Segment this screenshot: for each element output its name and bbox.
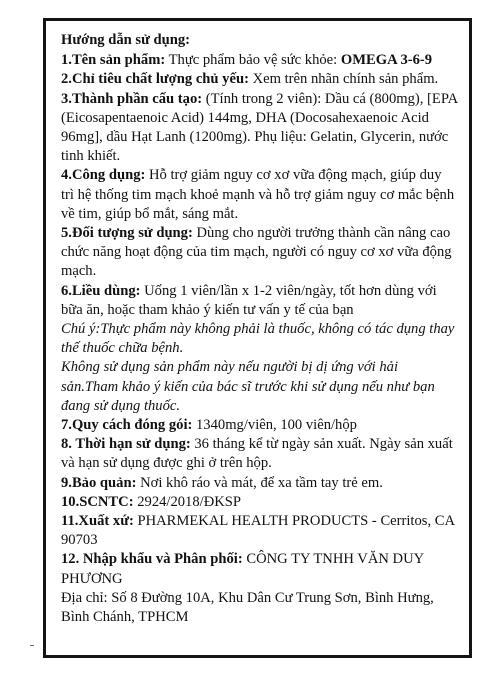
section-label: 10.SCNTC: [61, 493, 134, 510]
section-importer [61, 550, 458, 588]
section-text: 1340mg/viên, 100 viên/hộp [192, 417, 357, 434]
section-label: 9.Bảo quản: [61, 474, 137, 491]
section-text: 2924/2018/ĐKSP [133, 493, 242, 510]
section-dosage [61, 282, 458, 320]
section-text: Xem trên nhãn chính sản phẩm. [248, 71, 439, 88]
section-shelf-life [61, 435, 458, 473]
section-text: CÔNG TY TNHH VĂN DUY PHƯƠNG [61, 551, 424, 587]
section-label: 2.Chỉ tiêu chất lượng chủ yếu: [61, 71, 249, 88]
section-origin [61, 512, 458, 550]
product-name: OMEGA 3-6-9 [340, 52, 433, 69]
section-label: 6.Liều dùng: [61, 282, 141, 299]
section-ingredients [61, 90, 458, 167]
section-text: Hỗ trợ giảm nguy cơ xơ vữa động mạch, giúp duy trì hệ thống tim mạch khoẻ mạnh và hỗ trợ giảm nguy cơ mắc bệnh về tim, giúp bổ mắt, sáng mắt. [61, 167, 455, 222]
section-label: 7.Quy cách đóng gói: [61, 417, 193, 434]
section-text: Nơi khô ráo và mát, để xa tầm tay trẻ em. [136, 474, 383, 491]
section-label: 5.Đối tượng sử dụng: [61, 225, 193, 242]
instructions-panel [43, 18, 472, 658]
section-text: 36 tháng kể từ ngày sản xuất. Ngày sản xuất và hạn sử dụng được ghi ở trên hộp. [61, 436, 453, 472]
section-text: (Tính trong 2 viên): Dầu cá (800mg), [EPA (Eicosapentaenoic Acid) 144mg, DHA (Docosahexaenoic Acid 96mg], dầu Hạt Lanh (1200mg). Phụ liệu: Gelatin, Glycerin, nước tinh khiết. [61, 90, 458, 165]
note-not-medicine: Chú ý:Thực phẩm này không phải là thuốc, không có tác dụng thay thế thuốc chữa bệnh. [61, 321, 455, 357]
page-title: Hướng dẫn sử dụng: [61, 32, 191, 48]
section-text: Dùng cho người trưởng thành cần nâng cao chức năng hoạt động của tim mạch, người có nguy cơ xơ vữa động mạch. [61, 225, 452, 280]
section-registration [61, 493, 458, 512]
section-product-name [61, 51, 458, 70]
section-label: 4.Công dụng: [61, 167, 146, 184]
section-text: Thực phẩm bảo vệ sức khỏe: [165, 52, 341, 69]
section-label: 8. Thời hạn sử dụng: [61, 436, 191, 453]
section-target-users [61, 224, 458, 282]
section-text: PHARMEKAL HEALTH PRODUCTS - Cerritos, CA 90703 [61, 513, 455, 549]
note-allergy: Không sử dụng sản phẩm này nếu người bị dị ứng với hải sản.Tham khảo ý kiến của bác sĩ trước khi sử dụng nếu như bạn đang sử dụng thuốc. [61, 359, 435, 414]
section-text: Uống 1 viên/lần x 1-2 viên/ngày, tốt hơn dùng với bữa ăn, hoặc tham khảo ý kiến tư vấn y tế của bạn [61, 282, 437, 318]
section-packaging [61, 416, 458, 435]
section-label: 12. Nhập khẩu và Phân phối: [61, 551, 243, 568]
section-storage [61, 474, 458, 493]
section-label: 11.Xuất xứ: [61, 513, 134, 530]
section-label: 1.Tên sản phẩm: [61, 52, 166, 69]
scan-mark [30, 645, 34, 646]
section-label: 3.Thành phần cấu tạo: [61, 90, 203, 107]
section-quality [61, 70, 458, 89]
section-uses [61, 166, 458, 224]
importer-address: Địa chỉ: Số 8 Đường 10A, Khu Dân Cư Trung Sơn, Bình Hưng, Bình Chánh, TPHCM [61, 589, 434, 626]
